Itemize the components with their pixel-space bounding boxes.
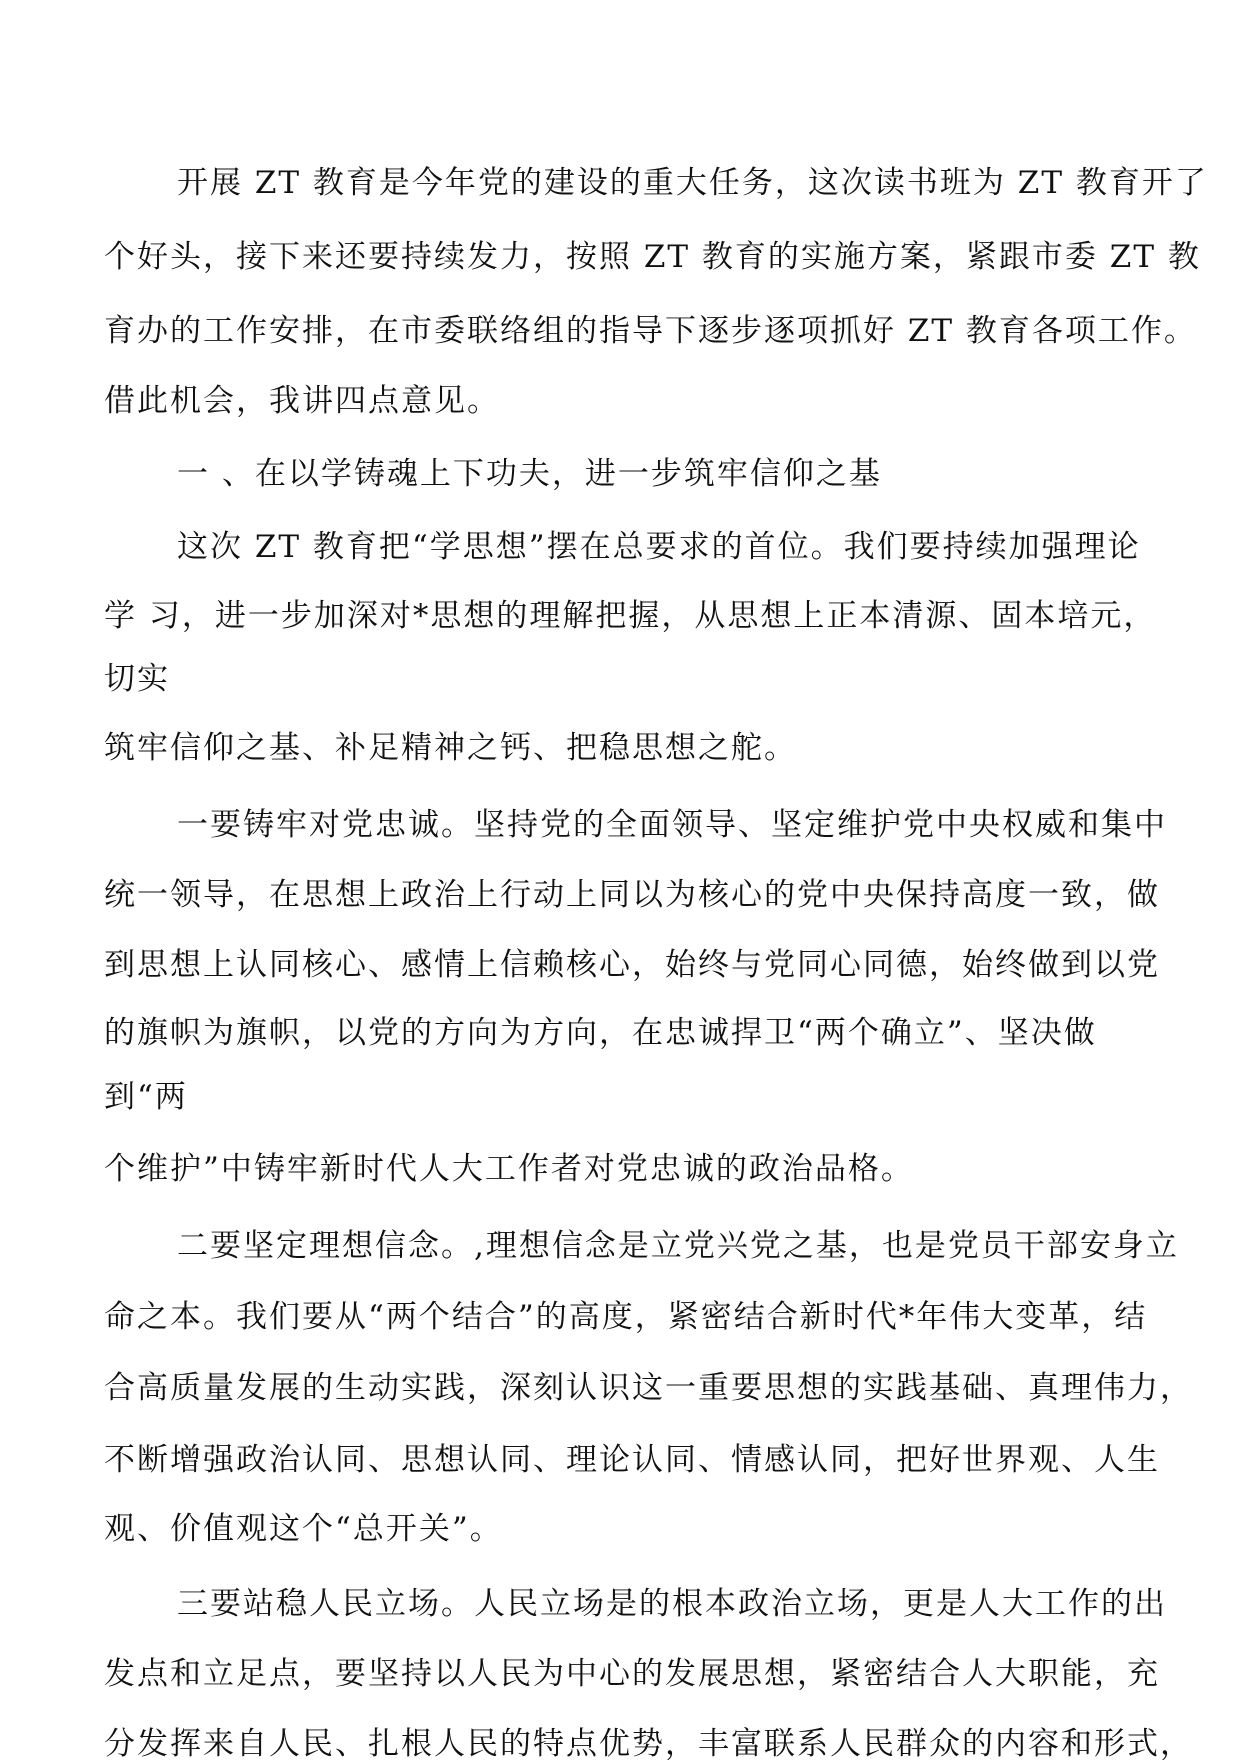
text-line: 一要铸牢对党忠诚。坚持党的全面领导、坚定维护党中央权威和集中	[177, 807, 1167, 843]
section-heading: 一 、在以学铸魂上下功夫，进一步筑牢信仰之基	[177, 456, 882, 492]
text-line: 的旗帜为旗帜，以党的方向为方向，在忠诚捍卫“两个确立”、坚决做	[104, 1015, 1097, 1051]
text-line: 不断增强政治认同、思想认同、理论认同、情感认同，把好世界观、人生	[104, 1442, 1160, 1478]
text-line: 个好头，接下来还要持续发力，按照 ZT 教育的实施方案，紧跟市委 ZT 教	[104, 239, 1201, 275]
text-line: 观、价值观这个“总开关”。	[104, 1511, 503, 1547]
text-line: 切实	[104, 661, 170, 697]
text-line: 育办的工作安排，在市委联络组的指导下逐步逐项抓好 ZT 教育各项工作。	[104, 313, 1197, 349]
text-line: 学 习，进一步加深对*思想的理解把握，从思想上正本清源、固本培元，	[104, 598, 1157, 634]
text-line: 个维护”中铸牢新时代人大工作者对党忠诚的政治品格。	[104, 1151, 914, 1187]
text-line: 到“两	[104, 1079, 188, 1115]
text-line: 二要坚定理想信念。,理想信念是立党兴党之基，也是党员干部安身立	[177, 1228, 1179, 1264]
text-line: 筑牢信仰之基、补足精神之钙、把稳思想之舵。	[104, 730, 797, 766]
text-line: 到思想上认同核心、感情上信赖核心，始终与党同心同德，始终做到以党	[104, 947, 1160, 983]
text-line: 统一领导，在思想上政治上行动上同以为核心的党中央保持高度一致，做	[104, 877, 1160, 913]
text-line: 分发挥来自人民、扎根人民的特点优势，丰富联系人民群众的内容和形式，	[104, 1726, 1193, 1762]
text-line: 命之本。我们要从“两个结合”的高度，紧密结合新时代*年伟大变革，结	[104, 1299, 1148, 1335]
text-line: 这次 ZT 教育把“学思想”摆在总要求的首位。我们要持续加强理论	[177, 529, 1141, 565]
text-line: 开展 ZT 教育是今年党的建设的重大任务，这次读书班为 ZT 教育开了	[177, 165, 1208, 201]
text-line: 合高质量发展的生动实践，深刻认识这一重要思想的实践基础、真理伟力，	[104, 1370, 1193, 1406]
text-line: 借此机会，我讲四点意见。	[104, 383, 500, 419]
text-line: 发点和立足点，要坚持以人民为中心的发展思想，紧密结合人大职能，充	[104, 1656, 1160, 1692]
text-line: 三要站稳人民立场。人民立场是的根本政治立场，更是人大工作的出	[177, 1586, 1167, 1622]
